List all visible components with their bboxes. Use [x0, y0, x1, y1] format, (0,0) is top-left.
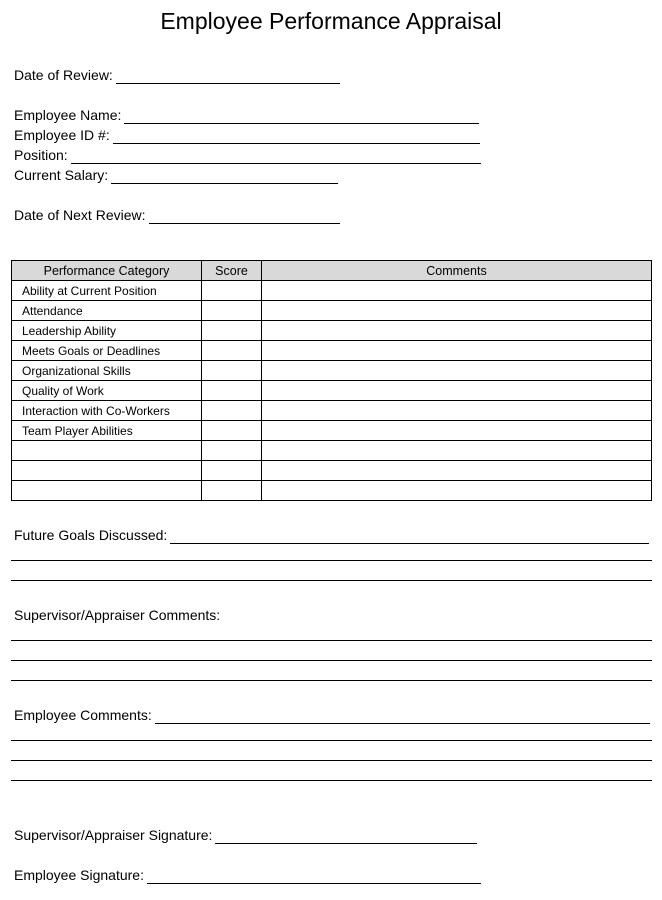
- future-goals-label: Future Goals Discussed:: [14, 527, 168, 543]
- score-cell[interactable]: [202, 421, 262, 441]
- supervisor-comments-line[interactable]: [11, 680, 652, 681]
- employee-name-field: [14, 106, 479, 124]
- position-input-line[interactable]: [71, 149, 481, 164]
- category-cell[interactable]: [12, 441, 202, 461]
- date-of-review-label: Date of Review:: [14, 67, 113, 83]
- future-goals-line[interactable]: [11, 580, 652, 581]
- employee-signature-field: [14, 866, 481, 884]
- employee-id-input-line[interactable]: [113, 129, 480, 144]
- table-row: [12, 381, 652, 401]
- employee-signature-label: Employee Signature:: [14, 867, 144, 883]
- score-cell[interactable]: [202, 461, 262, 481]
- category-cell: Ability at Current Position: [12, 281, 202, 301]
- future-goals-input-line[interactable]: [170, 529, 649, 544]
- category-cell: Team Player Abilities: [12, 421, 202, 441]
- comments-cell[interactable]: [262, 341, 652, 361]
- score-cell[interactable]: [202, 281, 262, 301]
- employee-comments-input-line[interactable]: [155, 709, 650, 724]
- position-label: Position:: [14, 147, 68, 163]
- comments-cell[interactable]: [262, 401, 652, 421]
- table-row: [12, 301, 652, 321]
- date-of-review-input-line[interactable]: [116, 69, 340, 84]
- date-of-next-review-input-line[interactable]: [149, 209, 340, 224]
- employee-comments-field: [14, 706, 650, 724]
- performance-table: [11, 260, 652, 501]
- supervisor-signature-field: [14, 826, 477, 844]
- table-row: [12, 441, 652, 461]
- category-cell: Interaction with Co-Workers: [12, 401, 202, 421]
- table-row: [12, 321, 652, 341]
- table-row: [12, 281, 652, 301]
- employee-name-input-line[interactable]: [124, 109, 479, 124]
- employee-id-field: [14, 126, 480, 144]
- supervisor-signature-input-line[interactable]: [215, 829, 477, 844]
- comments-cell[interactable]: [262, 481, 652, 501]
- current-salary-field: [14, 166, 338, 184]
- employee-id-label: Employee ID #:: [14, 127, 110, 143]
- table-header-row: [12, 261, 652, 281]
- table-row: [12, 461, 652, 481]
- score-cell[interactable]: [202, 481, 262, 501]
- category-cell: Meets Goals or Deadlines: [12, 341, 202, 361]
- employee-comments-label: Employee Comments:: [14, 707, 152, 723]
- table-row: [12, 421, 652, 441]
- comments-cell[interactable]: [262, 361, 652, 381]
- score-cell[interactable]: [202, 381, 262, 401]
- supervisor-comments-label: Supervisor/Appraiser Comments:: [14, 607, 221, 623]
- header-performance-category: Performance Category: [12, 261, 202, 281]
- comments-cell[interactable]: [262, 321, 652, 341]
- comments-cell[interactable]: [262, 381, 652, 401]
- employee-comments-line[interactable]: [11, 740, 652, 741]
- score-cell[interactable]: [202, 301, 262, 321]
- score-cell[interactable]: [202, 321, 262, 341]
- future-goals-field: [14, 526, 649, 544]
- category-cell: Organizational Skills: [12, 361, 202, 381]
- supervisor-signature-label: Supervisor/Appraiser Signature:: [14, 827, 213, 843]
- employee-signature-input-line[interactable]: [147, 869, 481, 884]
- date-of-next-review-label: Date of Next Review:: [14, 207, 146, 223]
- category-cell[interactable]: [12, 481, 202, 501]
- supervisor-comments-line[interactable]: [11, 660, 652, 661]
- score-cell[interactable]: [202, 441, 262, 461]
- header-score: Score: [202, 261, 262, 281]
- supervisor-comments-line[interactable]: [11, 640, 652, 641]
- score-cell[interactable]: [202, 401, 262, 421]
- position-field: [14, 146, 481, 164]
- employee-comments-line[interactable]: [11, 760, 652, 761]
- score-cell[interactable]: [202, 361, 262, 381]
- score-cell[interactable]: [202, 341, 262, 361]
- category-cell[interactable]: [12, 461, 202, 481]
- date-of-review-field: [14, 66, 340, 84]
- category-cell: Leadership Ability: [12, 321, 202, 341]
- header-comments: Comments: [262, 261, 652, 281]
- future-goals-line[interactable]: [11, 560, 652, 561]
- comments-cell[interactable]: [262, 441, 652, 461]
- comments-cell[interactable]: [262, 301, 652, 321]
- category-cell: Quality of Work: [12, 381, 202, 401]
- comments-cell[interactable]: [262, 461, 652, 481]
- employee-comments-line[interactable]: [11, 780, 652, 781]
- page-title: Employee Performance Appraisal: [160, 8, 502, 34]
- comments-cell[interactable]: [262, 281, 652, 301]
- table-row: [12, 401, 652, 421]
- table-row: [12, 361, 652, 381]
- table-row: [12, 481, 652, 501]
- comments-cell[interactable]: [262, 421, 652, 441]
- date-of-next-review-field: [14, 206, 340, 224]
- supervisor-comments-field: [14, 606, 220, 624]
- current-salary-input-line[interactable]: [111, 169, 338, 184]
- table-row: [12, 341, 652, 361]
- current-salary-label: Current Salary:: [14, 167, 109, 183]
- category-cell: Attendance: [12, 301, 202, 321]
- employee-name-label: Employee Name:: [14, 107, 122, 123]
